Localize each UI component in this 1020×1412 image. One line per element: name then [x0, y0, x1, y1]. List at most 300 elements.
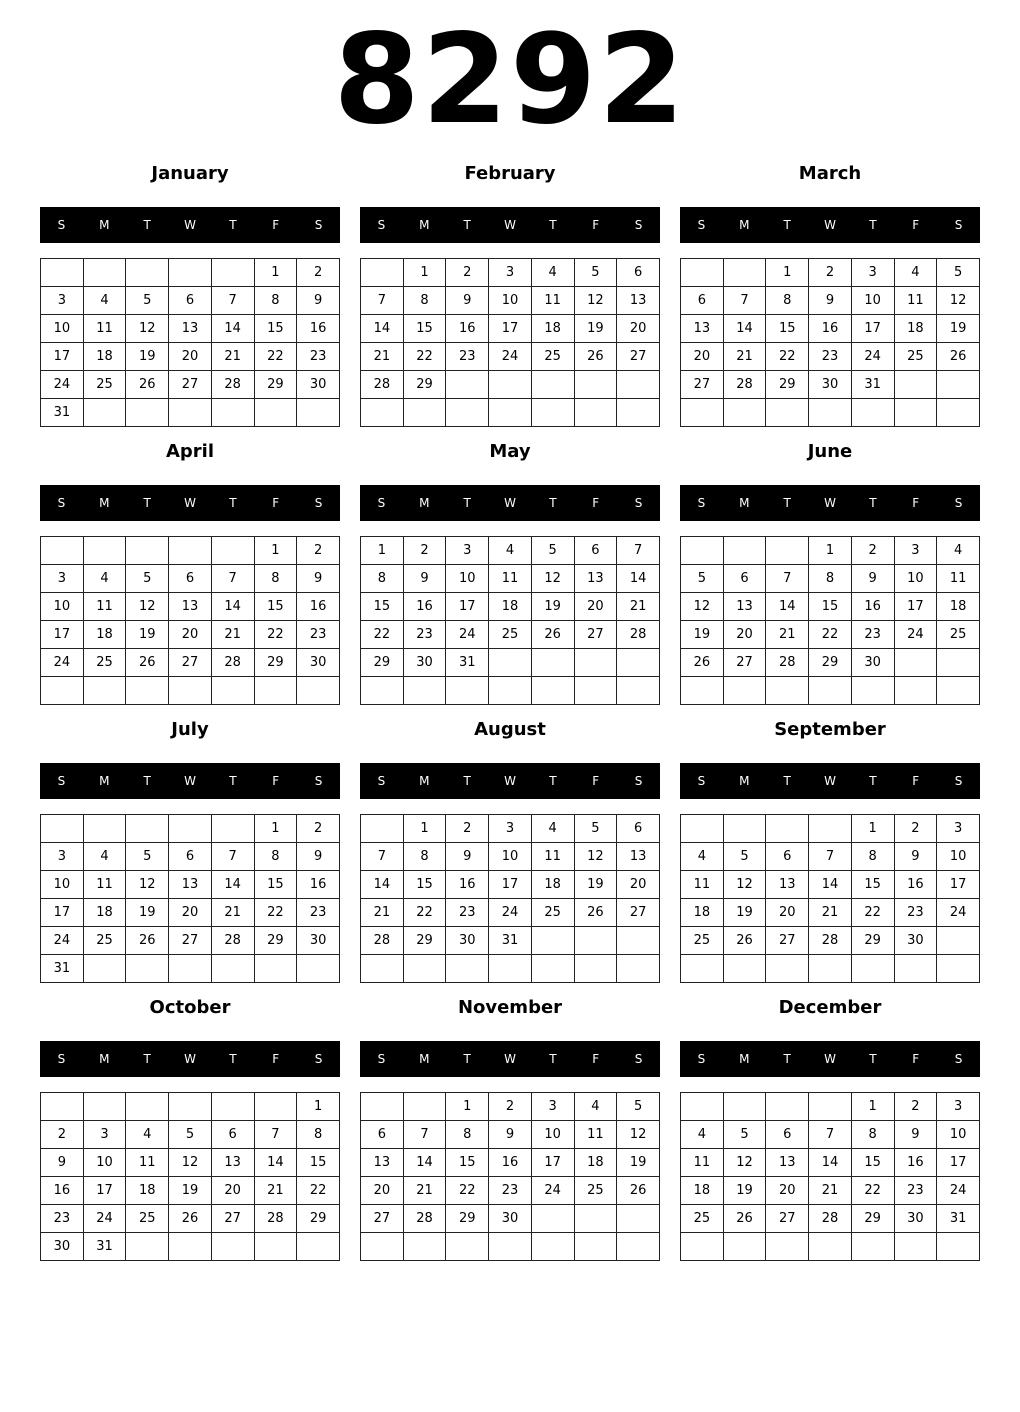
empty-day-cell — [254, 1233, 297, 1261]
day-cell: 9 — [446, 287, 489, 315]
day-cell: 8 — [809, 565, 852, 593]
day-cell: 18 — [83, 343, 126, 371]
day-cell: 18 — [574, 1149, 617, 1177]
empty-day-cell — [766, 1093, 809, 1121]
weekday-label: T — [229, 1052, 237, 1066]
day-grid — [360, 258, 660, 427]
weekday-label: F — [912, 1052, 920, 1066]
day-cell: 19 — [126, 343, 169, 371]
empty-day-cell — [766, 955, 809, 983]
day-cell: 24 — [489, 899, 532, 927]
day-cell: 21 — [211, 621, 254, 649]
day-cell: 14 — [211, 315, 254, 343]
weekday-label: T — [549, 496, 557, 510]
weekday-label: S — [57, 218, 66, 232]
day-cell: 17 — [489, 871, 532, 899]
week-row — [41, 649, 340, 677]
day-cell: 7 — [254, 1121, 297, 1149]
day-cell: 20 — [169, 343, 212, 371]
day-grid — [40, 1092, 340, 1261]
empty-day-cell — [723, 955, 766, 983]
empty-day-cell — [937, 955, 980, 983]
empty-day-cell — [617, 1205, 660, 1233]
day-cell: 28 — [809, 927, 852, 955]
empty-day-cell — [489, 1233, 532, 1261]
day-cell: 23 — [894, 899, 937, 927]
empty-day-cell — [937, 399, 980, 427]
weekday-header — [680, 207, 980, 243]
day-cell: 27 — [681, 371, 724, 399]
day-cell: 11 — [937, 565, 980, 593]
week-row — [361, 399, 660, 427]
day-cell: 23 — [851, 621, 894, 649]
day-cell: 4 — [126, 1121, 169, 1149]
day-cell: 15 — [851, 1149, 894, 1177]
weekday-label: S — [954, 496, 963, 510]
empty-day-cell — [617, 927, 660, 955]
week-row — [681, 565, 980, 593]
day-cell: 7 — [211, 287, 254, 315]
day-cell: 26 — [937, 343, 980, 371]
day-cell: 6 — [169, 565, 212, 593]
day-cell: 2 — [809, 259, 852, 287]
empty-day-cell — [766, 1233, 809, 1261]
empty-day-cell — [211, 955, 254, 983]
day-cell: 19 — [126, 899, 169, 927]
day-cell: 24 — [41, 371, 84, 399]
empty-day-cell — [211, 399, 254, 427]
day-cell: 22 — [254, 899, 297, 927]
weekday-label: S — [697, 774, 706, 788]
day-cell: 6 — [617, 815, 660, 843]
empty-day-cell — [169, 815, 212, 843]
empty-day-cell — [297, 955, 340, 983]
empty-day-cell — [254, 1093, 297, 1121]
day-cell: 9 — [297, 843, 340, 871]
week-row — [361, 1093, 660, 1121]
day-cell: 1 — [297, 1093, 340, 1121]
week-row — [361, 1205, 660, 1233]
day-cell: 1 — [403, 815, 446, 843]
weekday-label: T — [229, 496, 237, 510]
empty-day-cell — [41, 537, 84, 565]
empty-day-cell — [894, 677, 937, 705]
weekday-header — [680, 1041, 980, 1077]
day-cell: 16 — [894, 871, 937, 899]
day-cell: 3 — [41, 843, 84, 871]
day-cell: 1 — [446, 1093, 489, 1121]
day-cell: 5 — [126, 287, 169, 315]
weekday-label: M — [99, 1052, 110, 1066]
day-cell: 26 — [574, 899, 617, 927]
empty-day-cell — [361, 955, 404, 983]
day-cell: 29 — [254, 649, 297, 677]
day-cell: 20 — [766, 1177, 809, 1205]
empty-day-cell — [83, 815, 126, 843]
empty-day-cell — [531, 399, 574, 427]
empty-day-cell — [169, 259, 212, 287]
day-cell: 26 — [126, 371, 169, 399]
weekday-label: T — [869, 774, 877, 788]
day-cell: 30 — [851, 649, 894, 677]
day-cell: 23 — [809, 343, 852, 371]
day-cell: 12 — [723, 871, 766, 899]
day-cell: 14 — [254, 1149, 297, 1177]
weekday-label: F — [272, 496, 280, 510]
day-cell: 11 — [83, 315, 126, 343]
day-cell: 10 — [489, 843, 532, 871]
day-cell: 17 — [83, 1177, 126, 1205]
day-cell: 28 — [766, 649, 809, 677]
weekday-label: W — [184, 496, 196, 510]
day-cell: 4 — [83, 843, 126, 871]
day-cell: 8 — [254, 287, 297, 315]
day-cell: 7 — [617, 537, 660, 565]
week-row — [41, 315, 340, 343]
day-cell: 12 — [574, 287, 617, 315]
week-row — [681, 1149, 980, 1177]
day-cell: 14 — [809, 1149, 852, 1177]
day-cell: 19 — [681, 621, 724, 649]
weekday-label: T — [463, 218, 471, 232]
day-cell: 27 — [169, 649, 212, 677]
day-cell: 27 — [766, 1205, 809, 1233]
day-cell: 5 — [681, 565, 724, 593]
day-cell: 12 — [574, 843, 617, 871]
weekday-header — [40, 763, 340, 799]
week-row — [681, 677, 980, 705]
day-cell: 14 — [723, 315, 766, 343]
day-cell: 12 — [126, 315, 169, 343]
weekday-label: F — [592, 496, 600, 510]
week-row — [681, 343, 980, 371]
empty-day-cell — [681, 259, 724, 287]
day-cell: 5 — [574, 815, 617, 843]
day-cell: 29 — [809, 649, 852, 677]
day-cell: 22 — [403, 899, 446, 927]
day-cell: 29 — [361, 649, 404, 677]
day-cell: 22 — [297, 1177, 340, 1205]
day-cell: 26 — [126, 649, 169, 677]
month-title: June — [807, 441, 853, 462]
day-cell: 5 — [169, 1121, 212, 1149]
day-cell: 2 — [489, 1093, 532, 1121]
day-cell: 30 — [489, 1205, 532, 1233]
weekday-label: W — [184, 218, 196, 232]
day-cell: 1 — [766, 259, 809, 287]
day-cell: 11 — [531, 843, 574, 871]
empty-day-cell — [851, 955, 894, 983]
weekday-label: T — [783, 496, 791, 510]
day-cell: 13 — [169, 593, 212, 621]
day-cell: 6 — [169, 287, 212, 315]
weekday-label: S — [314, 496, 323, 510]
day-cell: 3 — [83, 1121, 126, 1149]
week-row — [361, 1233, 660, 1261]
empty-day-cell — [403, 677, 446, 705]
day-grid — [360, 1092, 660, 1261]
week-row — [41, 621, 340, 649]
day-cell: 14 — [211, 871, 254, 899]
day-cell: 4 — [574, 1093, 617, 1121]
weekday-label: M — [419, 774, 430, 788]
weekday-label: W — [824, 496, 836, 510]
month-title: October — [149, 997, 231, 1018]
empty-day-cell — [446, 371, 489, 399]
day-cell: 29 — [254, 371, 297, 399]
weekday-label: M — [419, 496, 430, 510]
empty-day-cell — [126, 815, 169, 843]
day-cell: 2 — [297, 815, 340, 843]
empty-day-cell — [574, 927, 617, 955]
day-cell: 10 — [937, 843, 980, 871]
empty-day-cell — [446, 677, 489, 705]
day-grid — [680, 814, 980, 983]
day-cell: 27 — [211, 1205, 254, 1233]
empty-day-cell — [211, 1093, 254, 1121]
day-cell: 15 — [446, 1149, 489, 1177]
weekday-label: M — [739, 774, 750, 788]
empty-day-cell — [531, 955, 574, 983]
day-cell: 22 — [851, 899, 894, 927]
empty-day-cell — [83, 1093, 126, 1121]
day-cell: 6 — [211, 1121, 254, 1149]
day-grid — [40, 536, 340, 705]
weekday-label: T — [229, 774, 237, 788]
weekday-header — [360, 207, 660, 243]
day-cell: 9 — [297, 565, 340, 593]
day-cell: 13 — [681, 315, 724, 343]
week-row — [41, 815, 340, 843]
empty-day-cell — [126, 537, 169, 565]
day-cell: 28 — [361, 371, 404, 399]
day-cell: 14 — [766, 593, 809, 621]
day-cell: 16 — [297, 593, 340, 621]
day-cell: 21 — [211, 343, 254, 371]
week-row — [361, 315, 660, 343]
day-cell: 15 — [361, 593, 404, 621]
day-cell: 29 — [297, 1205, 340, 1233]
weekday-label: W — [504, 1052, 516, 1066]
week-row — [41, 955, 340, 983]
day-cell: 16 — [894, 1149, 937, 1177]
day-cell: 7 — [211, 565, 254, 593]
week-row — [41, 565, 340, 593]
day-cell: 21 — [617, 593, 660, 621]
weekday-header — [40, 485, 340, 521]
week-row — [681, 899, 980, 927]
weekday-label: T — [463, 774, 471, 788]
day-grid — [360, 536, 660, 705]
week-row — [361, 1177, 660, 1205]
day-cell: 15 — [297, 1149, 340, 1177]
day-cell: 10 — [937, 1121, 980, 1149]
weekday-label: W — [184, 774, 196, 788]
empty-day-cell — [894, 1233, 937, 1261]
empty-day-cell — [617, 649, 660, 677]
day-cell: 21 — [766, 621, 809, 649]
empty-day-cell — [574, 399, 617, 427]
week-row — [361, 371, 660, 399]
empty-day-cell — [254, 677, 297, 705]
day-cell: 12 — [937, 287, 980, 315]
day-cell: 4 — [681, 1121, 724, 1149]
empty-day-cell — [446, 955, 489, 983]
day-cell: 16 — [489, 1149, 532, 1177]
day-cell: 16 — [851, 593, 894, 621]
day-cell: 19 — [723, 899, 766, 927]
day-cell: 21 — [403, 1177, 446, 1205]
empty-day-cell — [937, 1233, 980, 1261]
week-row — [681, 1093, 980, 1121]
day-cell: 3 — [937, 1093, 980, 1121]
week-row — [41, 1233, 340, 1261]
day-cell: 26 — [574, 343, 617, 371]
day-cell: 1 — [851, 1093, 894, 1121]
month-title: April — [165, 441, 215, 462]
month-title: March — [798, 163, 862, 184]
day-cell: 11 — [489, 565, 532, 593]
day-cell: 25 — [681, 927, 724, 955]
empty-day-cell — [126, 1233, 169, 1261]
empty-day-cell — [211, 815, 254, 843]
weekday-header — [360, 485, 660, 521]
day-cell: 25 — [531, 899, 574, 927]
weekday-label: F — [272, 774, 280, 788]
empty-day-cell — [126, 1093, 169, 1121]
week-row — [41, 287, 340, 315]
day-cell: 16 — [41, 1177, 84, 1205]
day-cell: 1 — [361, 537, 404, 565]
weekday-header — [680, 485, 980, 521]
day-cell: 10 — [41, 593, 84, 621]
day-cell: 22 — [851, 1177, 894, 1205]
day-cell: 26 — [531, 621, 574, 649]
day-cell: 29 — [851, 1205, 894, 1233]
empty-day-cell — [809, 677, 852, 705]
empty-day-cell — [126, 955, 169, 983]
month-title: September — [774, 719, 886, 740]
empty-day-cell — [681, 815, 724, 843]
empty-day-cell — [361, 815, 404, 843]
weekday-label: M — [419, 1052, 430, 1066]
day-cell: 25 — [574, 1177, 617, 1205]
weekday-label: W — [824, 218, 836, 232]
day-cell: 8 — [297, 1121, 340, 1149]
weekday-label: S — [634, 496, 643, 510]
day-cell: 20 — [169, 899, 212, 927]
empty-day-cell — [83, 537, 126, 565]
week-row — [41, 1149, 340, 1177]
weekday-label: M — [99, 774, 110, 788]
day-cell: 20 — [617, 871, 660, 899]
month-title: August — [474, 719, 546, 740]
day-cell: 10 — [851, 287, 894, 315]
day-cell: 15 — [403, 315, 446, 343]
day-cell: 5 — [126, 565, 169, 593]
day-cell: 21 — [361, 343, 404, 371]
day-cell: 16 — [446, 871, 489, 899]
day-cell: 15 — [254, 593, 297, 621]
empty-day-cell — [211, 537, 254, 565]
day-cell: 19 — [723, 1177, 766, 1205]
day-cell: 20 — [574, 593, 617, 621]
week-row — [681, 955, 980, 983]
day-cell: 6 — [361, 1121, 404, 1149]
empty-day-cell — [723, 677, 766, 705]
week-row — [681, 537, 980, 565]
day-cell: 20 — [361, 1177, 404, 1205]
day-cell: 4 — [894, 259, 937, 287]
day-cell: 29 — [403, 371, 446, 399]
empty-day-cell — [211, 1233, 254, 1261]
day-cell: 8 — [254, 843, 297, 871]
empty-day-cell — [489, 677, 532, 705]
day-cell: 7 — [766, 565, 809, 593]
day-cell: 20 — [723, 621, 766, 649]
week-row — [361, 677, 660, 705]
day-cell: 27 — [617, 343, 660, 371]
day-cell: 28 — [211, 371, 254, 399]
day-cell: 12 — [531, 565, 574, 593]
day-cell: 27 — [574, 621, 617, 649]
day-cell: 17 — [446, 593, 489, 621]
day-cell: 28 — [254, 1205, 297, 1233]
weekday-label: S — [954, 218, 963, 232]
empty-day-cell — [169, 399, 212, 427]
day-cell: 10 — [83, 1149, 126, 1177]
day-cell: 29 — [851, 927, 894, 955]
weekday-header — [40, 207, 340, 243]
empty-day-cell — [723, 399, 766, 427]
day-cell: 1 — [809, 537, 852, 565]
day-cell: 18 — [937, 593, 980, 621]
day-cell: 13 — [766, 1149, 809, 1177]
empty-day-cell — [211, 677, 254, 705]
weekday-label: W — [504, 496, 516, 510]
day-cell: 17 — [531, 1149, 574, 1177]
day-cell: 3 — [894, 537, 937, 565]
day-cell: 25 — [937, 621, 980, 649]
week-row — [681, 1233, 980, 1261]
day-cell: 12 — [617, 1121, 660, 1149]
day-cell: 17 — [41, 899, 84, 927]
weekday-label: S — [954, 774, 963, 788]
week-row — [681, 621, 980, 649]
day-cell: 3 — [851, 259, 894, 287]
day-cell: 30 — [297, 649, 340, 677]
day-cell: 9 — [851, 565, 894, 593]
day-cell: 26 — [681, 649, 724, 677]
day-cell: 28 — [403, 1205, 446, 1233]
day-cell: 25 — [83, 371, 126, 399]
weekday-label: S — [697, 496, 706, 510]
weekday-label: W — [824, 1052, 836, 1066]
empty-day-cell — [723, 1233, 766, 1261]
day-cell: 7 — [723, 287, 766, 315]
day-cell: 10 — [41, 871, 84, 899]
week-row — [41, 927, 340, 955]
empty-day-cell — [574, 955, 617, 983]
day-grid — [680, 536, 980, 705]
day-cell: 24 — [41, 927, 84, 955]
day-cell: 30 — [297, 927, 340, 955]
weekday-label: M — [739, 496, 750, 510]
day-cell: 31 — [41, 399, 84, 427]
empty-day-cell — [809, 1093, 852, 1121]
week-row — [361, 899, 660, 927]
empty-day-cell — [617, 955, 660, 983]
